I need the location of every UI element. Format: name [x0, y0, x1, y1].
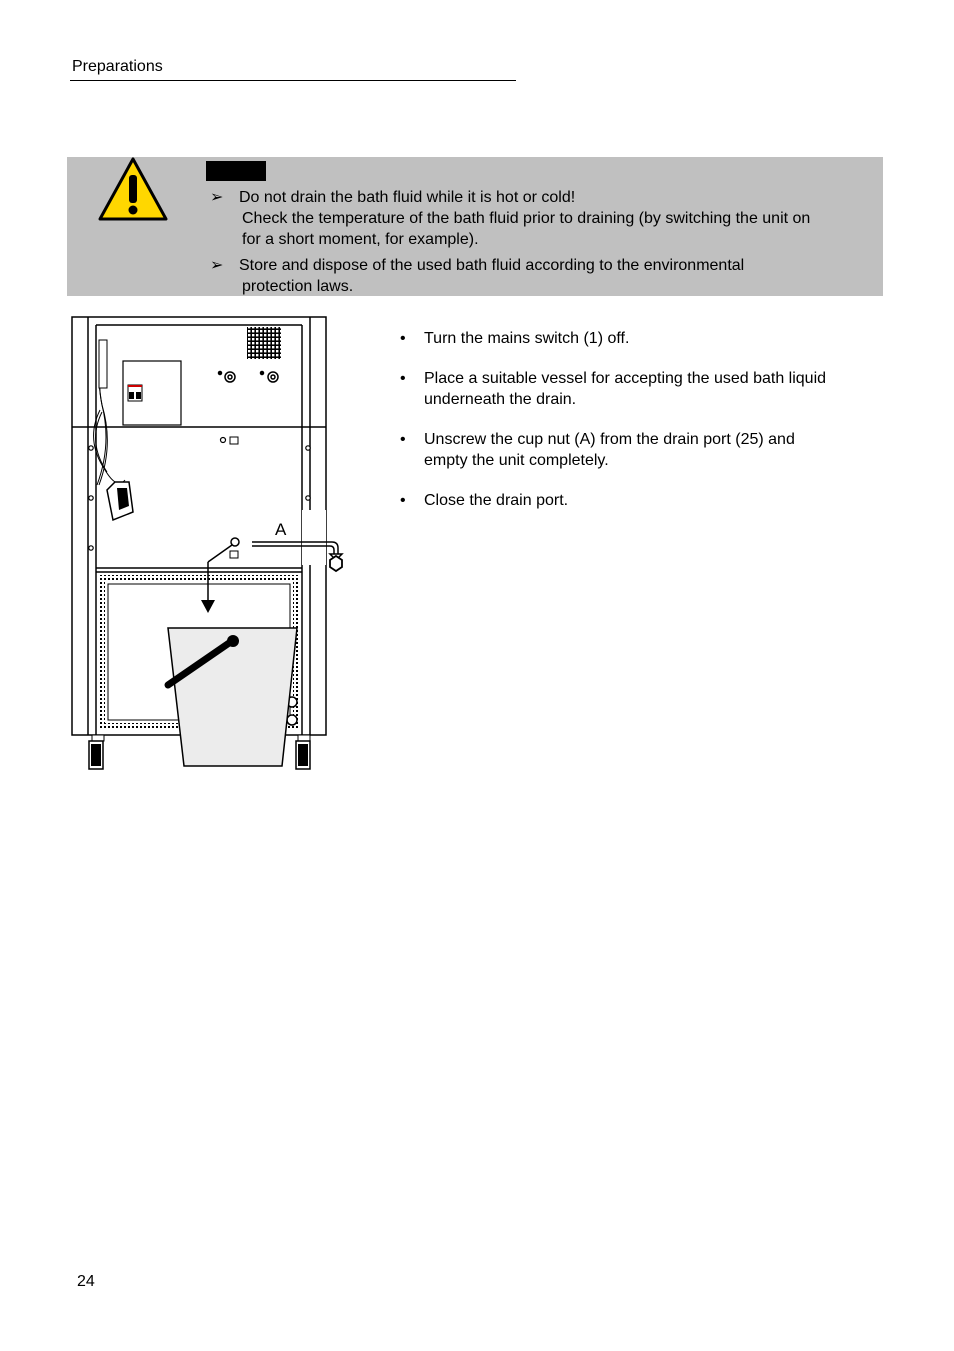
warning-line: Do not drain the bath fluid while it is hot or cold! — [239, 189, 576, 206]
step-line: Unscrew the cup nut (A) from the drain port (25) and — [424, 431, 795, 448]
instruction-step — [400, 490, 880, 511]
cup-nut-icon — [330, 556, 342, 571]
drain-port-icon — [231, 538, 239, 546]
step-line: empty the unit completely. — [424, 452, 609, 469]
caution-label-bar — [206, 161, 266, 181]
bullet-icon: • — [400, 492, 406, 509]
instruction-step — [400, 429, 880, 471]
arrow-bullet-icon: ➢ — [210, 189, 224, 206]
warning-line: protection laws. — [242, 278, 354, 295]
instruction-step — [400, 368, 880, 410]
page-number: 24 — [77, 1273, 95, 1290]
label-a: A — [275, 520, 287, 539]
step-line: Turn the mains switch (1) off. — [424, 330, 630, 347]
instruction-list — [400, 328, 880, 530]
warning-triangle-icon — [98, 157, 168, 221]
vent-grill — [247, 327, 281, 359]
bullet-icon: • — [400, 370, 406, 387]
arrow-bullet-icon: ➢ — [210, 257, 224, 274]
header-rule — [70, 80, 516, 81]
warning-line: Check the temperature of the bath fluid prior to draining (by switching the unit on — [242, 210, 811, 227]
step-line: underneath the drain. — [424, 391, 577, 408]
page-header-title: Preparations — [72, 58, 163, 75]
step-line: Place a suitable vessel for accepting the used bath liquid — [424, 370, 827, 387]
bullet-icon: • — [400, 431, 406, 448]
warning-line: for a short moment, for example). — [242, 231, 479, 248]
instruction-step — [400, 328, 880, 349]
bullet-icon: • — [400, 330, 406, 347]
warning-line: Store and dispose of the used bath fluid according to the environmental — [239, 257, 745, 274]
warning-box — [67, 157, 883, 296]
drain-illustration — [60, 310, 360, 780]
step-line: Close the drain port. — [424, 492, 569, 509]
drain-bucket — [168, 628, 297, 766]
